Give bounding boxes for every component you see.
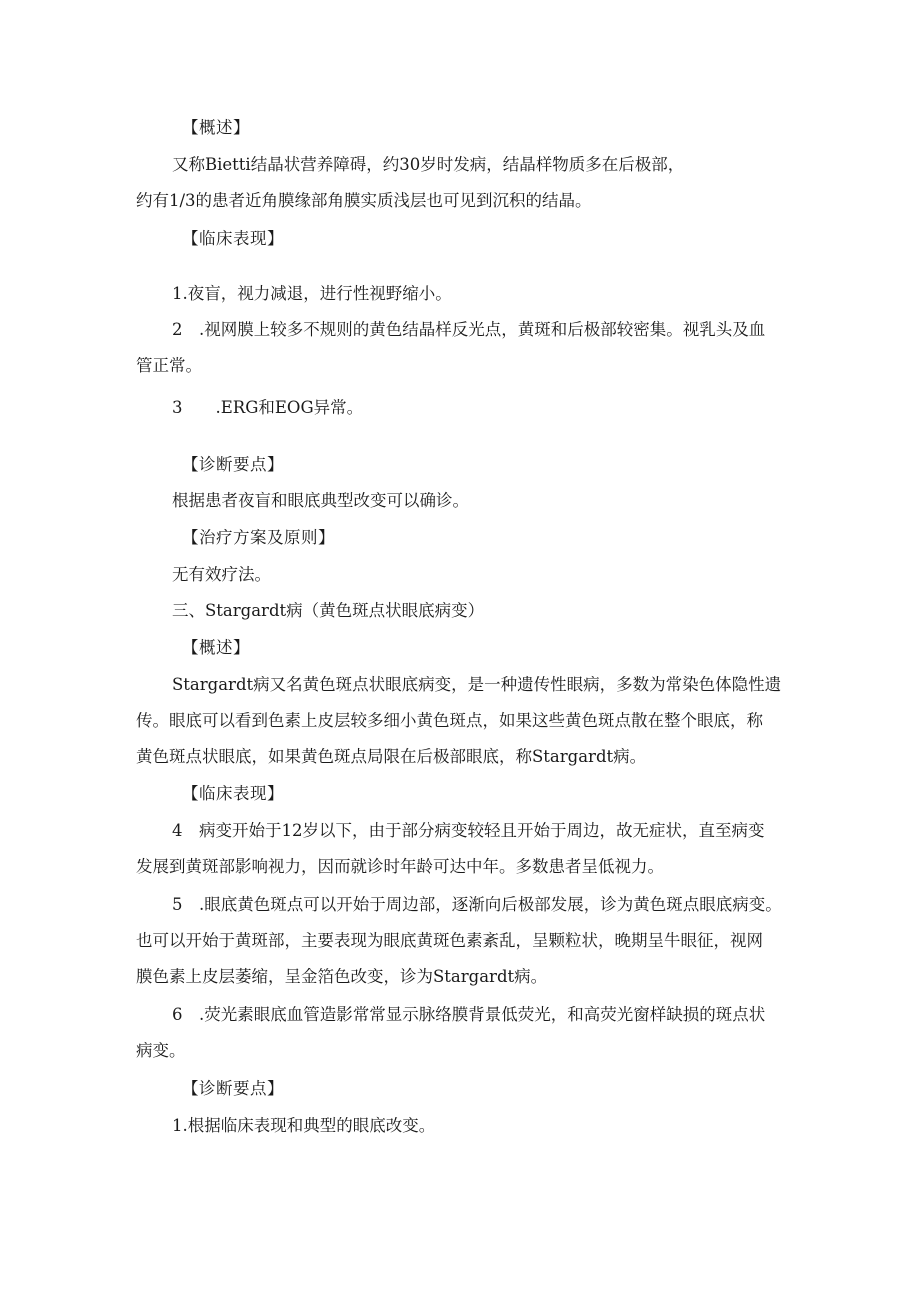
paragraph-line: 根据患者夜盲和眼底典型改变可以确诊。 xyxy=(172,491,469,510)
list-item: 1.夜盲，视力减退，进行性视野缩小。 xyxy=(172,284,452,303)
paragraph-line: 传。眼底可以看到色素上皮层较多细小黄色斑点，如果这些黄色斑点散在整个眼底，称 xyxy=(136,711,763,730)
section-heading-diagnosis: 【诊断要点】 xyxy=(182,455,284,474)
list-item-continuation: 管正常。 xyxy=(136,356,202,375)
list-item: 3 .ERG和EOG异常。 xyxy=(172,398,364,417)
list-item: 4 病变开始于12岁以下，由于部分病变较轻且开始于周边，故无症状，直至病变 xyxy=(172,821,765,840)
paragraph-line: 无有效疗法。 xyxy=(172,565,271,584)
list-item-continuation: 膜色素上皮层萎缩，呈金箔色改变，诊为Stargardt病。 xyxy=(136,967,548,986)
list-item-continuation: 发展到黄斑部影响视力，因而就诊时年龄可达中年。多数患者呈低视力。 xyxy=(136,857,664,876)
list-item: 1.根据临床表现和典型的眼底改变。 xyxy=(172,1116,436,1135)
paragraph-line: 黄色斑点状眼底，如果黄色斑点局限在后极部眼底，称Stargardt病。 xyxy=(136,747,647,766)
list-item-continuation: 也可以开始于黄斑部，主要表现为眼底黄斑色素紊乱，呈颗粒状，晚期呈牛眼征，视网 xyxy=(136,931,763,950)
list-item: 5 .眼底黄色斑点可以开始于周边部，逐渐向后极部发展，诊为黄色斑点眼底病变。 xyxy=(172,895,782,914)
list-item-continuation: 病变。 xyxy=(136,1041,186,1060)
section-heading-overview: 【概述】 xyxy=(182,638,250,657)
section-heading-clinical: 【临床表现】 xyxy=(182,784,284,803)
section-heading-treatment: 【治疗方案及原则】 xyxy=(182,528,335,547)
paragraph-line: 约有1/3的患者近角膜缘部角膜实质浅层也可见到沉积的结晶。 xyxy=(136,191,592,210)
section-heading-overview: 【概述】 xyxy=(182,118,250,137)
section-heading-clinical: 【临床表现】 xyxy=(182,229,284,248)
section-title: 三、Stargardt病（黄色斑点状眼底病变） xyxy=(172,601,485,620)
paragraph-line: 又称Bietti结晶状营养障碍，约30岁时发病，结晶样物质多在后极部， xyxy=(172,155,685,174)
list-item: 6 .荧光素眼底血管造影常常显示脉络膜背景低荧光，和高荧光窗样缺损的斑点状 xyxy=(172,1005,766,1024)
section-heading-diagnosis: 【诊断要点】 xyxy=(182,1079,284,1098)
list-item: 2 .视网膜上较多不规则的黄色结晶样反光点，黄斑和后极部较密集。视乳头及血 xyxy=(172,320,766,339)
paragraph-line: Stargardt病又名黄色斑点状眼底病变，是一种遗传性眼病，多数为常染色体隐性遗 xyxy=(172,675,782,694)
